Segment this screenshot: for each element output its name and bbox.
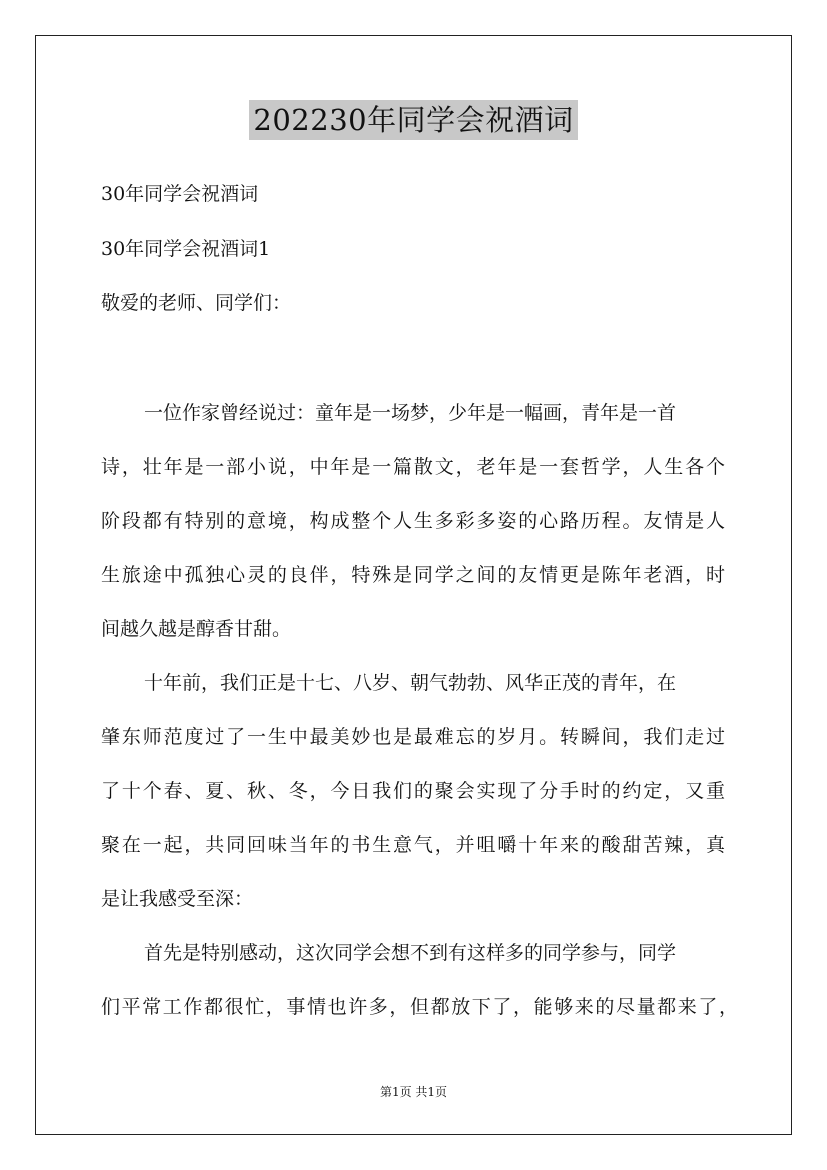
title-container (0, 100, 827, 140)
heading-primary: 30年同学会祝酒词 (101, 183, 259, 205)
paragraph-line: 是让我感受至深： (101, 888, 254, 910)
paragraph-line: 诗，壮年是一部小说，中年是一篇散文，老年是一套哲学，人生各个 (101, 456, 725, 478)
paragraph-line: 们平常工作都很忙，事情也许多，但都放下了，能够来的尽量都来了， (101, 996, 738, 1018)
salutation: 敬爱的老师、同学们： (101, 292, 292, 314)
paragraph-line: 了十个春、夏、秋、冬，今日我们的聚会实现了分手时的约定，又重 (101, 780, 725, 802)
page-footer: 第1页 共1页 (379, 1085, 448, 1099)
paragraph-line: 生旅途中孤独心灵的良伴，特殊是同学之间的友情更是陈年老酒，时 (101, 564, 725, 586)
paragraph-line: 一位作家曾经说过：童年是一场梦，少年是一幅画，青年是一首 (144, 402, 677, 424)
paragraph-line: 首先是特别感动，这次同学会想不到有这样多的同学参与，同学 (144, 942, 677, 964)
document-title: 202230年同学会祝酒词 (249, 100, 577, 140)
paragraph-line: 间越久越是醇香甘甜。 (101, 618, 292, 640)
paragraph-line: 肇东师范度过了一生中最美妙也是最难忘的岁月。转瞬间，我们走过 (101, 726, 725, 748)
paragraph-line: 聚在一起，共同回味当年的书生意气，并咀嚼十年来的酸甜苦辣，真 (101, 834, 725, 856)
paragraph-line: 十年前，我们正是十七、八岁、朝气勃勃、风华正茂的青年，在 (144, 672, 677, 694)
paragraph-line: 阶段都有特别的意境，构成整个人生多彩多姿的心路历程。友情是人 (101, 510, 725, 532)
heading-secondary: 30年同学会祝酒词1 (101, 238, 271, 260)
